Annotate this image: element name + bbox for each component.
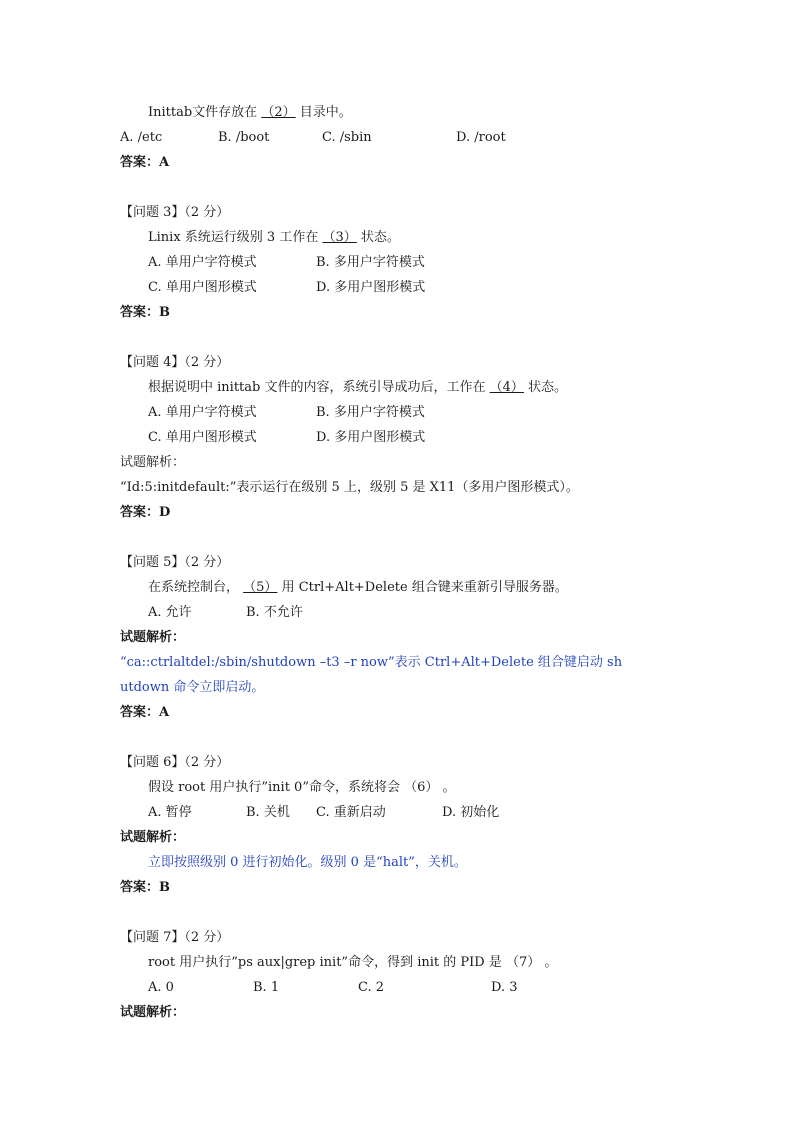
analysis-text: 立即按照级别 0 进行初始化。级别 0 是“halt”，关机。	[148, 855, 467, 870]
option-b: B. /boot	[218, 130, 270, 145]
question-text: 状态。	[360, 230, 400, 245]
option-b: B. 多用户字符模式	[316, 405, 425, 420]
option-a: A. 允许	[148, 605, 192, 620]
answer-line: 答案：B	[120, 880, 170, 895]
question-text: 目录中。	[299, 105, 352, 120]
option-b: B. 关机	[246, 805, 290, 820]
answer-blank: （5）	[243, 580, 278, 595]
question-header: 【问题 7】（2 分）	[120, 930, 230, 945]
answer-line: 答案：B	[120, 305, 170, 320]
question-text: 状态。	[528, 380, 568, 395]
option-a: A. 暂停	[148, 805, 192, 820]
intro-question	[148, 104, 352, 122]
question-header: 【问题 3】（2 分）	[120, 205, 230, 220]
question-stem	[148, 379, 567, 397]
option-c: C. 重新启动	[316, 805, 386, 820]
analysis-text: “ca::ctrlaltdel:/sbin/shutdown –t3 –r now”表示 Ctrl+Alt+Delete 组合键启动 sh	[120, 655, 623, 670]
answer-blank: （2）	[261, 105, 296, 120]
option-a: A. /etc	[120, 130, 163, 145]
option-d: D. /root	[456, 130, 506, 145]
question-header: 【问题 6】（2 分）	[120, 755, 230, 770]
option-b: B. 1	[253, 980, 280, 995]
question-stem: root 用户执行”ps aux|grep init”命令，得到 init 的 PID 是 （7） 。	[148, 955, 558, 970]
option-c: C. 单用户图形模式	[148, 430, 257, 445]
question-text: 根据说明中 inittab 文件的内容，系统引导成功后，工作在	[148, 380, 486, 395]
question-header: 【问题 4】（2 分）	[120, 355, 230, 370]
analysis-label: 试题解析：	[120, 630, 186, 645]
answer-line: 答案：A	[120, 705, 170, 720]
analysis-label: 试题解析：	[120, 830, 186, 845]
question-text: 用 Ctrl+Alt+Delete 组合键来重新引导服务器。	[281, 580, 568, 595]
option-a: A. 单用户字符模式	[148, 255, 257, 270]
option-c: C. /sbin	[322, 130, 372, 145]
analysis-label: 试题解析：	[120, 1005, 186, 1020]
answer-line: 答案：D	[120, 505, 171, 520]
question-stem	[148, 229, 400, 247]
question-header: 【问题 5】（2 分）	[120, 555, 230, 570]
question-stem: 假设 root 用户执行”init 0”命令，系统将会 （6） 。	[148, 780, 456, 795]
question-text: 在系统控制台，	[148, 580, 240, 595]
option-b: B. 不允许	[246, 605, 303, 620]
option-b: B. 多用户字符模式	[316, 255, 425, 270]
option-d: D. 3	[491, 980, 518, 995]
option-a: A. 单用户字符模式	[148, 405, 257, 420]
analysis-text: “Id:5:initdefault:”表示运行在级别 5 上，级别 5 是 X11（多用户图形模式）。	[120, 480, 579, 495]
option-d: D. 多用户图形模式	[316, 280, 426, 295]
option-d: D. 多用户图形模式	[316, 430, 426, 445]
answer-blank: （4）	[489, 380, 524, 395]
analysis-label: 试题解析：	[120, 455, 186, 470]
question-text: Linix 系统运行级别 3 工作在	[148, 230, 319, 245]
option-c: C. 单用户图形模式	[148, 280, 257, 295]
question-text: Inittab文件存放在	[148, 105, 258, 120]
answer-blank: （3）	[322, 230, 357, 245]
option-a: A. 0	[148, 980, 174, 995]
answer-line: 答案：A	[120, 155, 170, 170]
option-d: D. 初始化	[442, 805, 500, 820]
option-c: C. 2	[358, 980, 385, 995]
analysis-text: utdown 命令立即启动。	[120, 680, 265, 695]
question-stem	[148, 579, 568, 597]
